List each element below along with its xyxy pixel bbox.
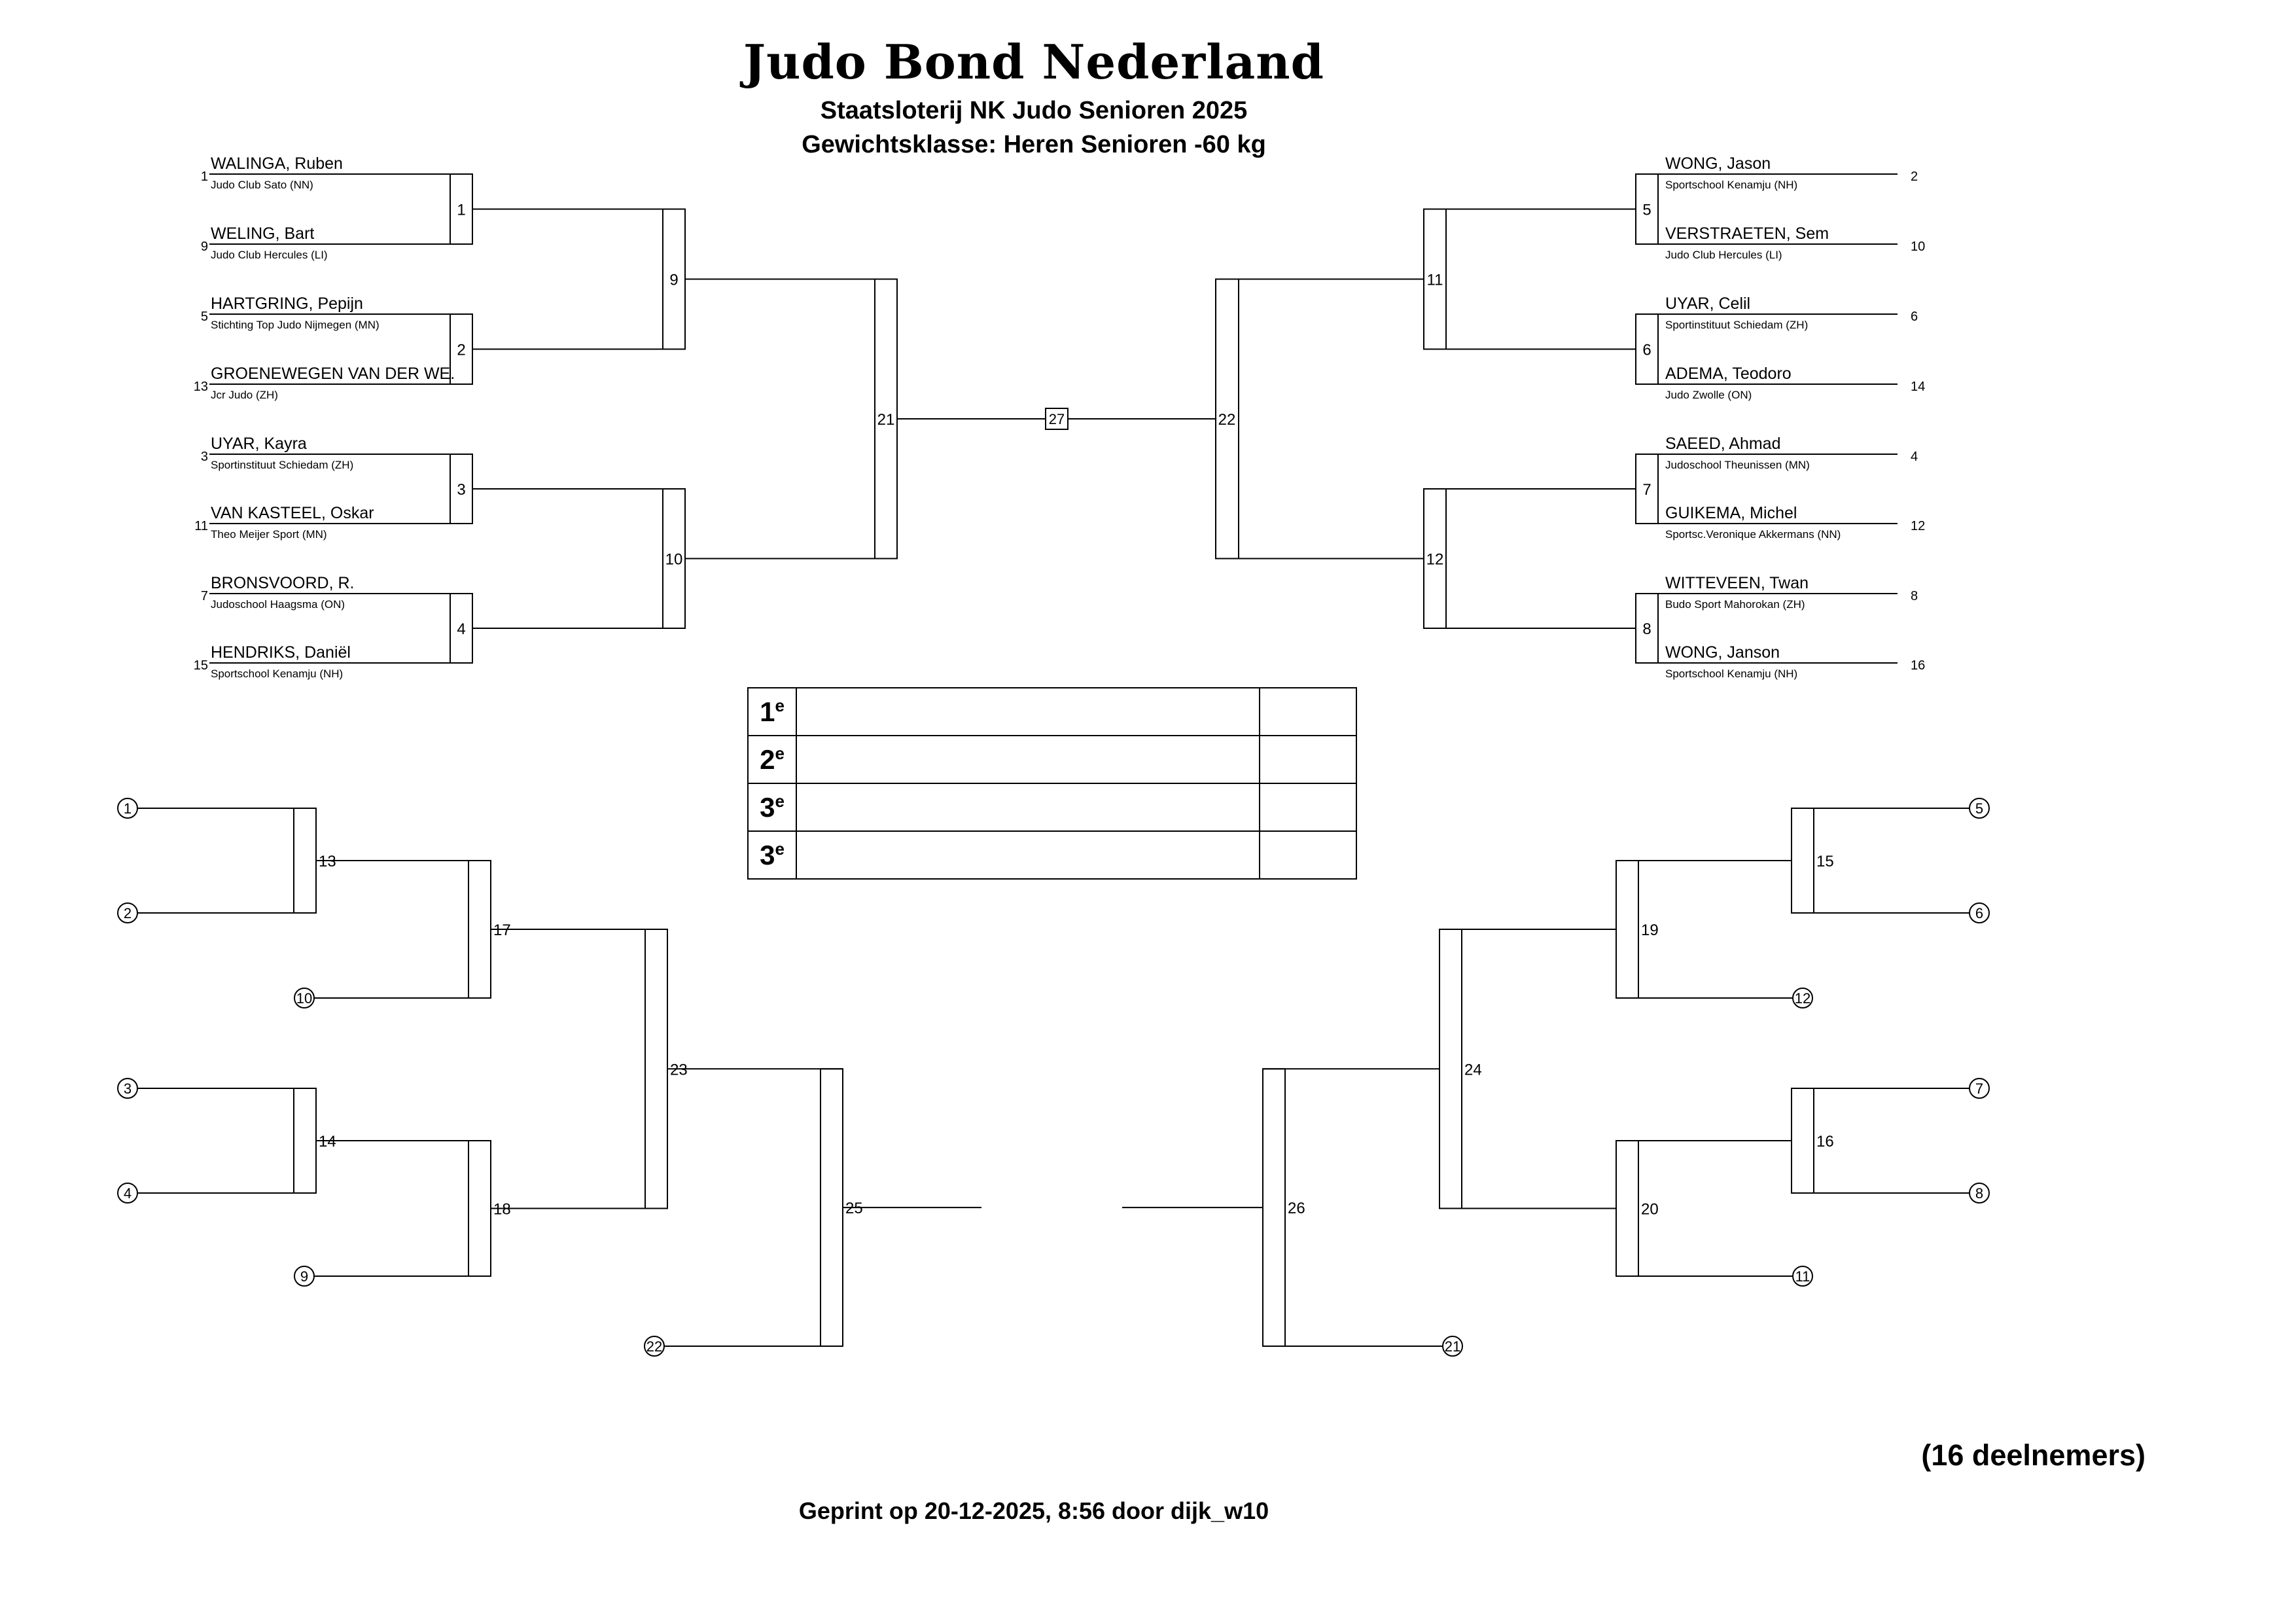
- match-number: 7: [1642, 481, 1651, 499]
- match-number: 25: [845, 1200, 863, 1218]
- entry-number: 4: [123, 1185, 132, 1202]
- competitor-name: UYAR, Celil: [1665, 294, 1751, 313]
- ranking-score-cell[interactable]: [1260, 783, 1356, 831]
- competitor-club: Sportinstituut Schiedam (ZH): [1665, 319, 1809, 331]
- seed-number: 1: [200, 169, 208, 184]
- competitor-club: Budo Sport Mahorokan (ZH): [1665, 598, 1805, 611]
- seed-number: 16: [1911, 658, 1926, 673]
- competitor-name: HARTGRING, Pepijn: [211, 294, 363, 313]
- match-number: 18: [493, 1200, 511, 1219]
- match-number: 1: [457, 201, 466, 219]
- match-number: 3: [457, 481, 466, 499]
- seed-number: 9: [200, 240, 208, 254]
- match-box: [1792, 808, 1814, 913]
- match-number: 16: [1816, 1133, 1834, 1150]
- competitor-club: Judo Zwolle (ON): [1665, 389, 1752, 401]
- match-box: [1792, 1088, 1814, 1193]
- ranking-name-cell[interactable]: [796, 736, 1260, 783]
- entry-number: 3: [123, 1080, 132, 1097]
- competitor-club: Sportschool Kenamju (NH): [211, 668, 344, 680]
- entry-number: 7: [1975, 1080, 1984, 1097]
- competitor-name: GROENEWEGEN VAN DER WE.: [211, 365, 455, 383]
- competitor-club: Stichting Top Judo Nijmegen (MN): [211, 319, 380, 331]
- entry-number: 6: [1975, 905, 1984, 921]
- competitor-club: Sportschool Kenamju (NH): [1665, 179, 1798, 191]
- competitor-name: WONG, Janson: [1665, 643, 1780, 662]
- seed-number: 14: [1911, 380, 1926, 394]
- seed-number: 12: [1911, 519, 1926, 533]
- match-number: 5: [1642, 201, 1651, 219]
- seed-number: 3: [200, 450, 208, 464]
- competitor-club: Judoschool Theunissen (MN): [1665, 459, 1810, 471]
- match-number: 23: [670, 1061, 688, 1079]
- match-box: [294, 808, 316, 913]
- match-box: [468, 1141, 491, 1276]
- ranking-score-cell[interactable]: [1260, 736, 1356, 783]
- seed-number: 11: [194, 519, 208, 533]
- competitor-name: HENDRIKS, Daniël: [211, 643, 351, 662]
- match-number: 10: [665, 550, 683, 569]
- seed-number: 13: [193, 380, 208, 394]
- ranking-place: 1e: [748, 688, 796, 736]
- entry-number: 8: [1975, 1185, 1984, 1202]
- match-number: 20: [1641, 1200, 1659, 1219]
- match-number: 4: [457, 620, 466, 638]
- tournament-title: Staatsloterij NK Judo Senioren 2025: [820, 97, 1248, 124]
- seed-number: 10: [1911, 240, 1926, 254]
- competitor-club: Theo Meijer Sport (MN): [211, 528, 327, 541]
- competitor-club: Judo Club Hercules (LI): [1665, 249, 1782, 261]
- match-number: 6: [1642, 341, 1651, 359]
- ranking-row: [748, 736, 1356, 783]
- entry-number: 12: [1794, 990, 1811, 1007]
- match-number: 13: [319, 853, 336, 870]
- match-number: 9: [669, 271, 679, 289]
- match-number: 17: [493, 921, 511, 939]
- ranking-row: [748, 831, 1356, 879]
- federation-logo: Judo Bond Nederland: [743, 34, 1324, 90]
- competitor-name: WONG, Jason: [1665, 154, 1771, 173]
- entry-number: 2: [123, 905, 132, 921]
- competitor-name: VAN KASTEEL, Oskar: [211, 504, 374, 522]
- match-number: 24: [1464, 1061, 1482, 1079]
- seed-number: 4: [1911, 450, 1918, 464]
- ranking-name-cell[interactable]: [796, 831, 1260, 879]
- seed-number: 8: [1911, 589, 1918, 603]
- competitor-club: Sportschool Kenamju (NH): [1665, 668, 1798, 680]
- match-box: [1439, 929, 1462, 1209]
- competitor-club: Sportinstituut Schiedam (ZH): [211, 459, 354, 471]
- seed-number: 5: [200, 310, 208, 324]
- competitor-name: ADEMA, Teodoro: [1665, 365, 1792, 383]
- match-number: 2: [457, 341, 466, 359]
- competitor-club: Sportsc.Veronique Akkermans (NN): [1665, 528, 1841, 541]
- competitor-club: Jcr Judo (ZH): [211, 389, 278, 401]
- ranking-name-cell[interactable]: [796, 783, 1260, 831]
- match-number: 19: [1641, 921, 1659, 939]
- competitor-name: SAEED, Ahmad: [1665, 435, 1781, 453]
- match-number: 15: [1816, 853, 1834, 870]
- entry-number: 22: [646, 1338, 663, 1355]
- entry-number: 10: [296, 990, 313, 1007]
- match-box: [468, 861, 491, 998]
- competitor-name: BRONSVOORD, R.: [211, 574, 355, 592]
- match-number: 26: [1288, 1200, 1305, 1218]
- match-number: 22: [1218, 411, 1236, 429]
- seed-number: 15: [193, 658, 208, 673]
- competitor-name: VERSTRAETEN, Sem: [1665, 224, 1829, 243]
- match-box: [1616, 1141, 1638, 1276]
- match-box: [1616, 861, 1638, 998]
- participant-count: (16 deelnemers): [1921, 1438, 2146, 1472]
- match-number: 11: [1426, 271, 1443, 289]
- match-box: [294, 1088, 316, 1193]
- ranking-place: 3e: [748, 831, 796, 879]
- entry-number: 9: [300, 1268, 309, 1285]
- weight-class-title: Gewichtsklasse: Heren Senioren -60 kg: [802, 131, 1266, 158]
- ranking-score-cell[interactable]: [1260, 831, 1356, 879]
- match-number: 12: [1426, 550, 1444, 569]
- competitor-name: WITTEVEEN, Twan: [1665, 574, 1809, 592]
- ranking-table: [747, 687, 1357, 880]
- competitor-name: UYAR, Kayra: [211, 435, 307, 453]
- print-info: Geprint op 20-12-2025, 8:56 door dijk_w10: [798, 1497, 1269, 1524]
- match-number: 21: [877, 411, 895, 429]
- ranking-place: 3e: [748, 783, 796, 831]
- entry-number: 1: [123, 800, 132, 817]
- seed-number: 7: [200, 589, 208, 603]
- match-box: [821, 1069, 843, 1346]
- competitor-name: WELING, Bart: [211, 224, 315, 243]
- ranking-score-cell[interactable]: [1260, 688, 1356, 736]
- match-number: 27: [1048, 411, 1065, 427]
- entry-number: 5: [1975, 800, 1984, 817]
- competitor-club: Judoschool Haagsma (ON): [211, 598, 345, 611]
- seed-number: 6: [1911, 310, 1918, 324]
- ranking-row: [748, 783, 1356, 831]
- seed-number: 2: [1911, 169, 1918, 184]
- ranking-place: 2e: [748, 736, 796, 783]
- ranking-name-cell[interactable]: [796, 688, 1260, 736]
- entry-number: 21: [1444, 1338, 1461, 1355]
- ranking-row: [748, 688, 1356, 736]
- competitor-name: WALINGA, Ruben: [211, 154, 343, 173]
- entry-number: 11: [1795, 1268, 1810, 1285]
- competitor-club: Judo Club Hercules (LI): [211, 249, 328, 261]
- match-box: [1263, 1069, 1285, 1346]
- match-number: 8: [1642, 620, 1651, 638]
- competitor-name: GUIKEMA, Michel: [1665, 504, 1797, 522]
- match-box: [645, 929, 667, 1209]
- competitor-club: Judo Club Sato (NN): [211, 179, 313, 191]
- match-number: 14: [319, 1133, 336, 1150]
